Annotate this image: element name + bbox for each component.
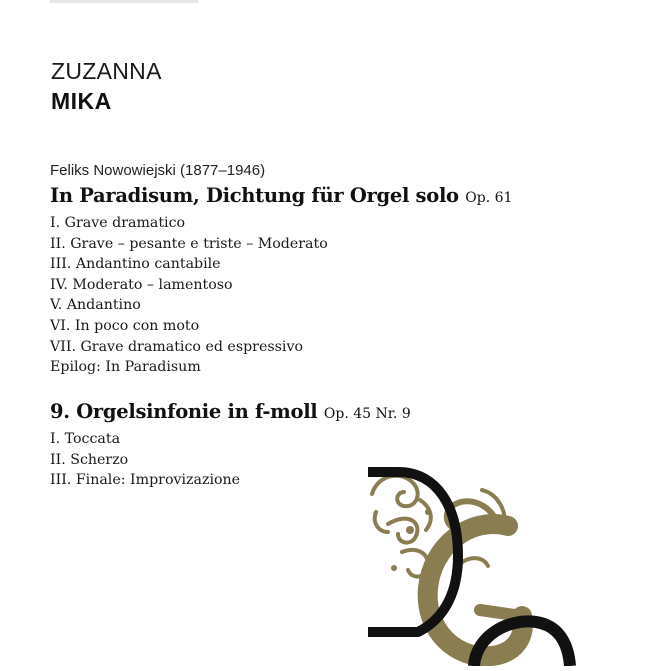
work-opus-2: Op. 45 Nr. 9 bbox=[323, 406, 411, 422]
composer-name: Feliks Nowowiejski (1877–1946) bbox=[50, 162, 266, 179]
movement-item: I. Toccata bbox=[50, 431, 121, 447]
work-opus-1: Op. 61 bbox=[465, 190, 513, 206]
artist-first-name: ZUZANNA bbox=[51, 58, 162, 84]
movement-list-2 bbox=[50, 429, 240, 491]
movement-item: Epilog: In Paradisum bbox=[50, 359, 201, 376]
movement-item: IV. Moderato – lamentoso bbox=[50, 276, 233, 293]
movement-item: VII. Grave dramatico ed espressivo bbox=[50, 338, 304, 355]
top-divider bbox=[50, 0, 198, 3]
movement-item: II. Scherzo bbox=[50, 451, 129, 468]
work-title-1-text: In Paradisum, Dichtung für Orgel solo bbox=[50, 184, 459, 207]
movement-item: VI. In poco con moto bbox=[50, 317, 200, 334]
gold-g-ornament bbox=[428, 490, 523, 656]
dg-monogram-icon bbox=[358, 460, 578, 666]
work-title-2-text: 9. Orgelsinfonie in f-moll bbox=[50, 400, 318, 423]
gold-swirls bbox=[372, 476, 431, 577]
movement-item: I. Grave dramatico bbox=[50, 215, 186, 231]
movement-list-1 bbox=[50, 213, 328, 378]
movement-item: V. Andantino bbox=[50, 297, 141, 314]
movement-item: II. Grave – pesante e triste – Moderato bbox=[50, 235, 328, 252]
work-title-1 bbox=[50, 184, 512, 207]
work-title-2 bbox=[50, 400, 411, 423]
movement-item: III. Andantino cantabile bbox=[50, 256, 221, 273]
artist-last-name: MIKA bbox=[51, 88, 112, 114]
dg-monogram-logo bbox=[358, 460, 578, 666]
movement-item: III. Finale: Improvizazione bbox=[50, 472, 241, 489]
